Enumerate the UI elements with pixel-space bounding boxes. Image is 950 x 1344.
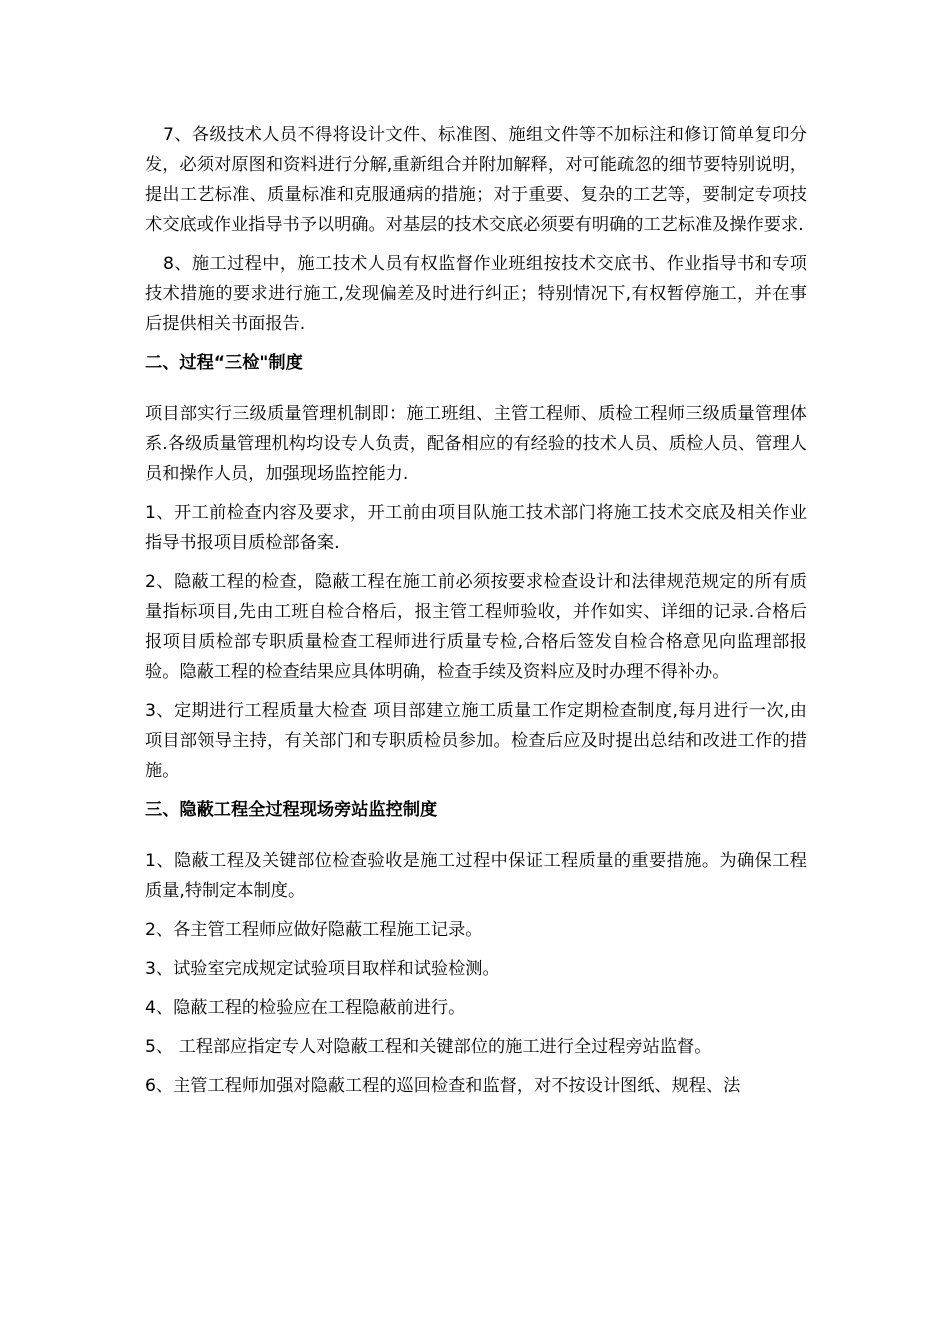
section-heading-concealed-works: 三、隐蔽工程全过程现场旁站监控制度 [145, 800, 438, 820]
paragraph-concealed-1: 1、隐蔽工程及关键部位检查验收是施工过程中保证工程质量的重要措施。为确保工程质量,特制定本制度。 [145, 851, 807, 901]
paragraph-quality-system: 项目部实行三级质量管理机制即：施工班组、主管工程师、质检工程师三级质量管理体系.各级质量管理机构均设专人负责，配备相应的有经验的技术人员、质检人员、管理人员和操作人员，加强现场监控能力. [145, 404, 807, 484]
paragraph-concealed-4: 4、隐蔽工程的检验应在工程隐蔽前进行。 [145, 998, 466, 1018]
paragraph-check-1: 1、开工前检查内容及要求，开工前由项目队施工技术部门将施工技术交底及相关作业指导书报项目质检部备案. [145, 503, 807, 553]
paragraph-item-7: 7、各级技术人员不得将设计文件、标准图、施组文件等不加标注和修订简单复印分发，必须对原图和资料进行分解,重新组合并附加解释，对可能疏忽的细节要特别说明，提出工艺标准、质量标准和克服通病的措施；对于重要、复杂的工艺等，要制定专项技术交底或作业指导书予以明确。对基层的技术交底必须要有明确的工艺标准及操作要求. [145, 125, 807, 235]
paragraph-concealed-3: 3、试验室完成规定试验项目取样和试验检测。 [145, 959, 500, 979]
paragraph-concealed-2: 2、各主管工程师应做好隐蔽工程施工记录。 [145, 920, 483, 940]
paragraph-concealed-5: 5、 工程部应指定专人对隐蔽工程和关键部位的施工进行全过程旁站监督。 [145, 1037, 712, 1057]
paragraph-item-8: 8、施工过程中，施工技术人员有权监督作业班组按技术交底书、作业指导书和专项技术措施的要求进行施工,发现偏差及时进行纠正；特别情况下,有权暂停施工，并在事后提供相关书面报告. [145, 254, 807, 334]
paragraph-check-3: 3、定期进行工程质量大检查 项目部建立施工质量工作定期检查制度,每月进行一次,由项目部领导主持，有关部门和专职质检员参加。检查后应及时提出总结和改进工作的措施。 [145, 701, 807, 781]
section-heading-three-checks: 二、过程“三检"制度 [145, 353, 303, 373]
paragraph-concealed-6: 6、主管工程师加强对隐蔽工程的巡回检查和监督，对不按设计图纸、规程、法 [145, 1076, 741, 1096]
paragraph-check-2: 2、隐蔽工程的检查，隐蔽工程在施工前必须按要求检查设计和法律规范规定的所有质量指标项目,先由工班自检合格后，报主管工程师验收，并作如实、详细的记录.合格后报项目质检部专职质量检查工程师进行质量专检,合格后签发自检合格意见向监理部报验。隐蔽工程的检查结果应具体明确，检查手续及资料应及时办理不得补办。 [145, 572, 807, 682]
document-body [145, 120, 807, 1110]
